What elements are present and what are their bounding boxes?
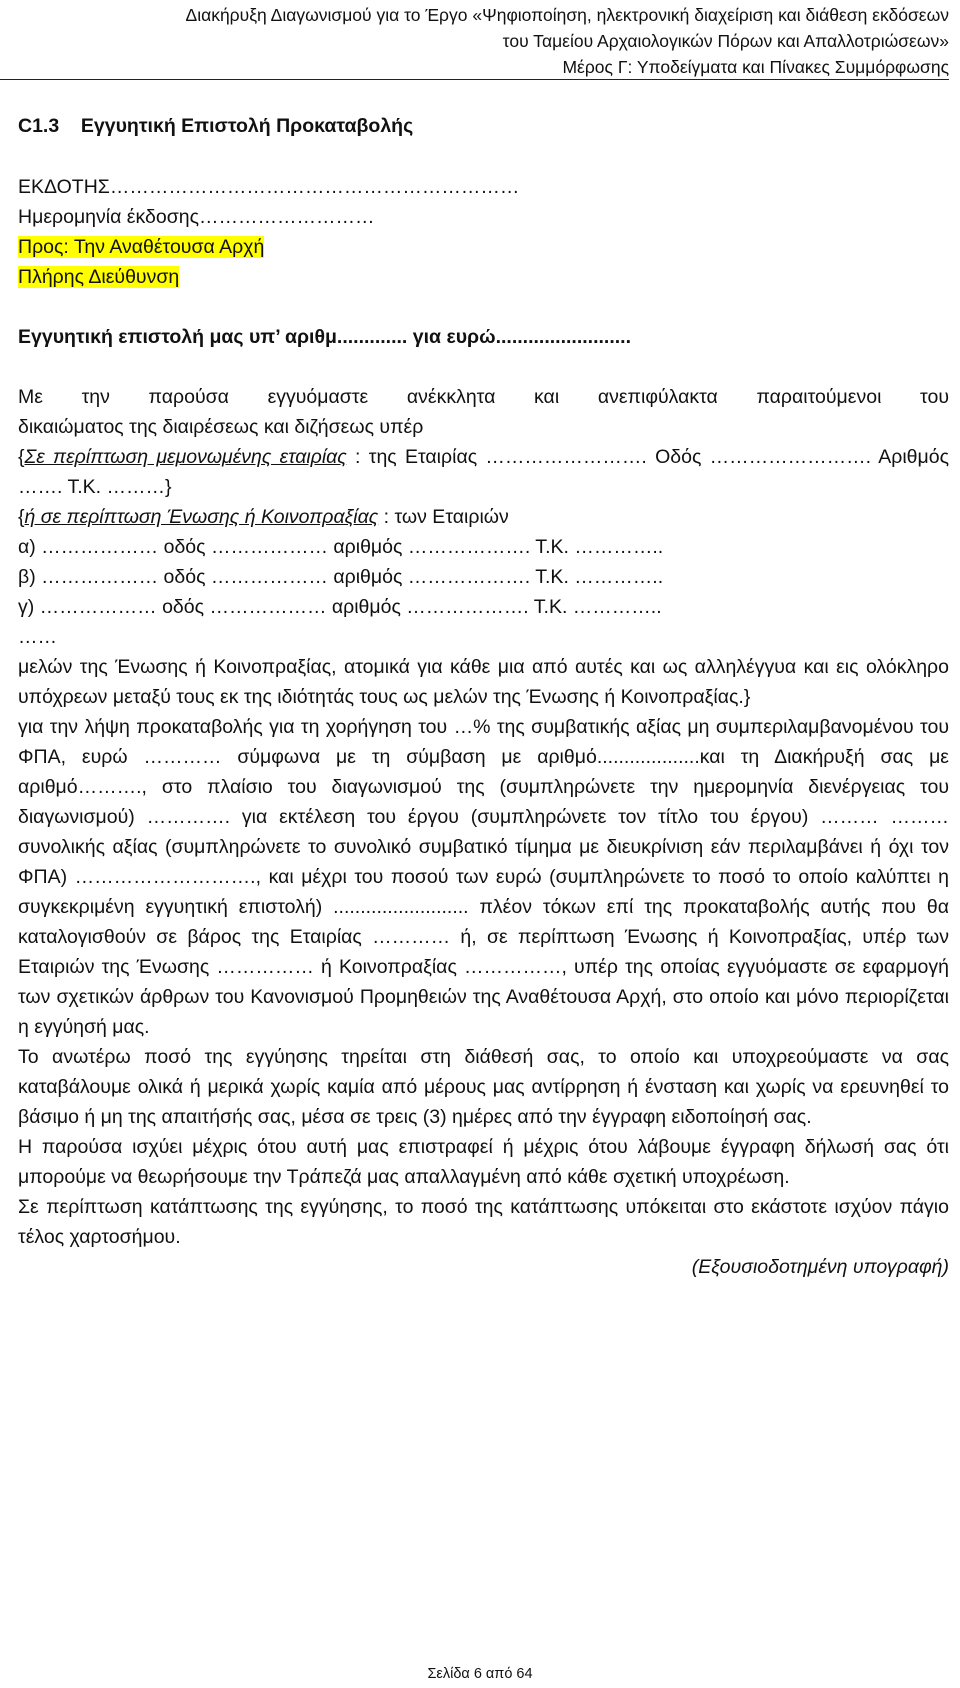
consortium-member: γ) ……………… οδός ……………… αριθμός ………………. Τ.Κ. ………….. xyxy=(18,596,662,618)
section-number: C1.3 xyxy=(18,115,60,137)
brace-open: { xyxy=(18,446,25,468)
header-line-3: Μέρος Γ: Υποδείγματα και Πίνακες Συμμόρφωσης xyxy=(562,57,949,77)
brace-open-2: { xyxy=(18,506,25,528)
authorized-signature: (Εξουσιοδοτημένη υπογραφή) xyxy=(691,1256,949,1278)
consortium-line xyxy=(18,502,949,532)
single-company-cont: ……. Τ.Κ. ………} xyxy=(18,476,172,498)
page-number: Σελίδα 6 από 64 xyxy=(427,1666,533,1682)
intro-line-2: δικαιώματος της διαιρέσεως και διζήσεως υπέρ xyxy=(18,416,424,438)
header-divider xyxy=(0,79,949,80)
recipient-line: Προς: Την Αναθέτουσα Αρχή xyxy=(18,236,265,258)
consortium-member: β) ……………… οδός ……………… αριθμός ………………. Τ.Κ. ………….. xyxy=(18,566,664,588)
consortium-member: …… xyxy=(18,626,57,648)
issuer-line: ΕΚΔΟΤΗΣ……………………………………………………… xyxy=(18,176,520,198)
consortium-label: ή σε περίπτωση Ένωσης ή Κοινοπραξίας xyxy=(24,506,379,528)
availability-paragraph: Το ανωτέρω ποσό της εγγύησης τηρείται στη διάθεσή σας, το οποίο και υποχρεούμαστε να σας καταβάλουμε ολικά ή μερικά χωρίς καμία από μέρους μας αντίρρηση ή ένσταση και χωρίς να ερευνηθεί το βάσιμο ή μη της απαιτήσής σας, μέσα σε τρεις (3) ημέρες από την έγγραφη ειδοποίησή σας. xyxy=(18,1046,949,1128)
address-line: Πλήρης Διεύθυνση xyxy=(18,266,180,288)
section-heading xyxy=(18,111,949,141)
consortium-text: : των Εταιριών xyxy=(378,506,509,528)
stamp-duty-paragraph: Σε περίπτωση κατάπτωσης της εγγύησης, το ποσό της κατάπτωσης υπόκειται στο εκάστοτε ισχύον πάγιο τέλος χαρτοσήμου. xyxy=(18,1196,949,1248)
page-header xyxy=(0,2,949,80)
document-body xyxy=(18,111,949,1282)
single-company-line xyxy=(18,442,949,472)
consortium-member: α) ……………… οδός ……………… αριθμός ………………. Τ.Κ. ………….. xyxy=(18,536,664,558)
single-company-label: Σε περίπτωση μεμονωμένης εταιρίας xyxy=(24,446,347,468)
validity-paragraph: Η παρούσα ισχύει μέχρις ότου αυτή μας επιστραφεί ή μέχρις ότου λάβουμε έγγραφη δήλωσή σας ότι μπορούμε να θεωρήσουμε την Τράπεζά μας απαλλαγμένη από κάθε σχετική υποχρέωση. xyxy=(18,1136,949,1188)
header-line-1: Διακήρυξη Διαγωνισμού για το Έργο «Ψηφιοποίηση, ηλεκτρονική διαχείριση και διάθεση εκδόσεων xyxy=(185,5,949,25)
issue-date-line: Ημερομηνία έκδοσης……………………… xyxy=(18,206,375,228)
section-title: Εγγυητική Επιστολή Προκαταβολής xyxy=(80,115,414,137)
single-company-text: : της Εταιρίας ……………………. Οδός ……………………. Αριθμός xyxy=(346,446,949,468)
intro-line-1: Με την παρούσα εγγυόμαστε ανέκκλητα και ανεπιφύλακτα παραιτούμενοι του xyxy=(18,386,949,408)
letter-reference: Εγγυητική επιστολή μας υπ’ αριθμ............. για ευρώ......................... xyxy=(18,326,632,348)
header-line-2: του Ταμείου Αρχαιολογικών Πόρων και Απαλλοτριώσεων» xyxy=(502,31,949,51)
members-liability-paragraph: μελών της Ένωσης ή Κοινοπραξίας, ατομικά για κάθε μια από αυτές και ως αλληλέγγυα και εις ολόκληρο υπόχρεων μεταξύ τους εκ της ιδιότητάς τους ως μελών της Ένωσης ή Κοινοπραξίας.} xyxy=(18,656,949,708)
advance-payment-paragraph: για την λήψη προκαταβολής για τη χορήγηση του …% της συμβατικής αξίας μη συμπεριλαμβανομένου του ΦΠΑ, ευρώ ………… σύμφωνα με τη σύμβαση με αριθμό...................και τη Διακήρυξή σας με αριθμό………., στο πλαίσιο του διαγωνισμού της (συμπληρώνετε την ημερομηνία διενέργειας του διαγωνισμού) …………. για εκτέλεση του έργου (συμπληρώνετε τον τίτλο του έργου) ……… ……… συνολικής αξίας (συμπληρώνετε το συνολικό συμβατικό τίμημα με διευκρίνιση εάν περιλαμβάνει ή όχι τον ΦΠΑ) ………………………., και μέχρι του ποσού των ευρώ (συμπληρώνετε το ποσό το οποίο καλύπτει η συγκεκριμένη εγγυητική επιστολή) ......................... πλέον τόκων επί της προκαταβολής αυτής που θα καταλογισθούν σε βάρος της Εταιρίας ………… ή, σε περίπτωση Ένωσης ή Κοινοπραξίας, υπέρ των Εταιριών της Ένωσης …………… ή Κοινοπραξίας ……………, υπέρ της οποίας εγγυόμαστε σε εφαρμογή των σχετικών άρθρων του Κανονισμού Προμηθειών της Αναθέτουσα Αρχή, στο οποίο και μόνο περιορίζεται η εγγύησή μας. xyxy=(18,716,949,1038)
